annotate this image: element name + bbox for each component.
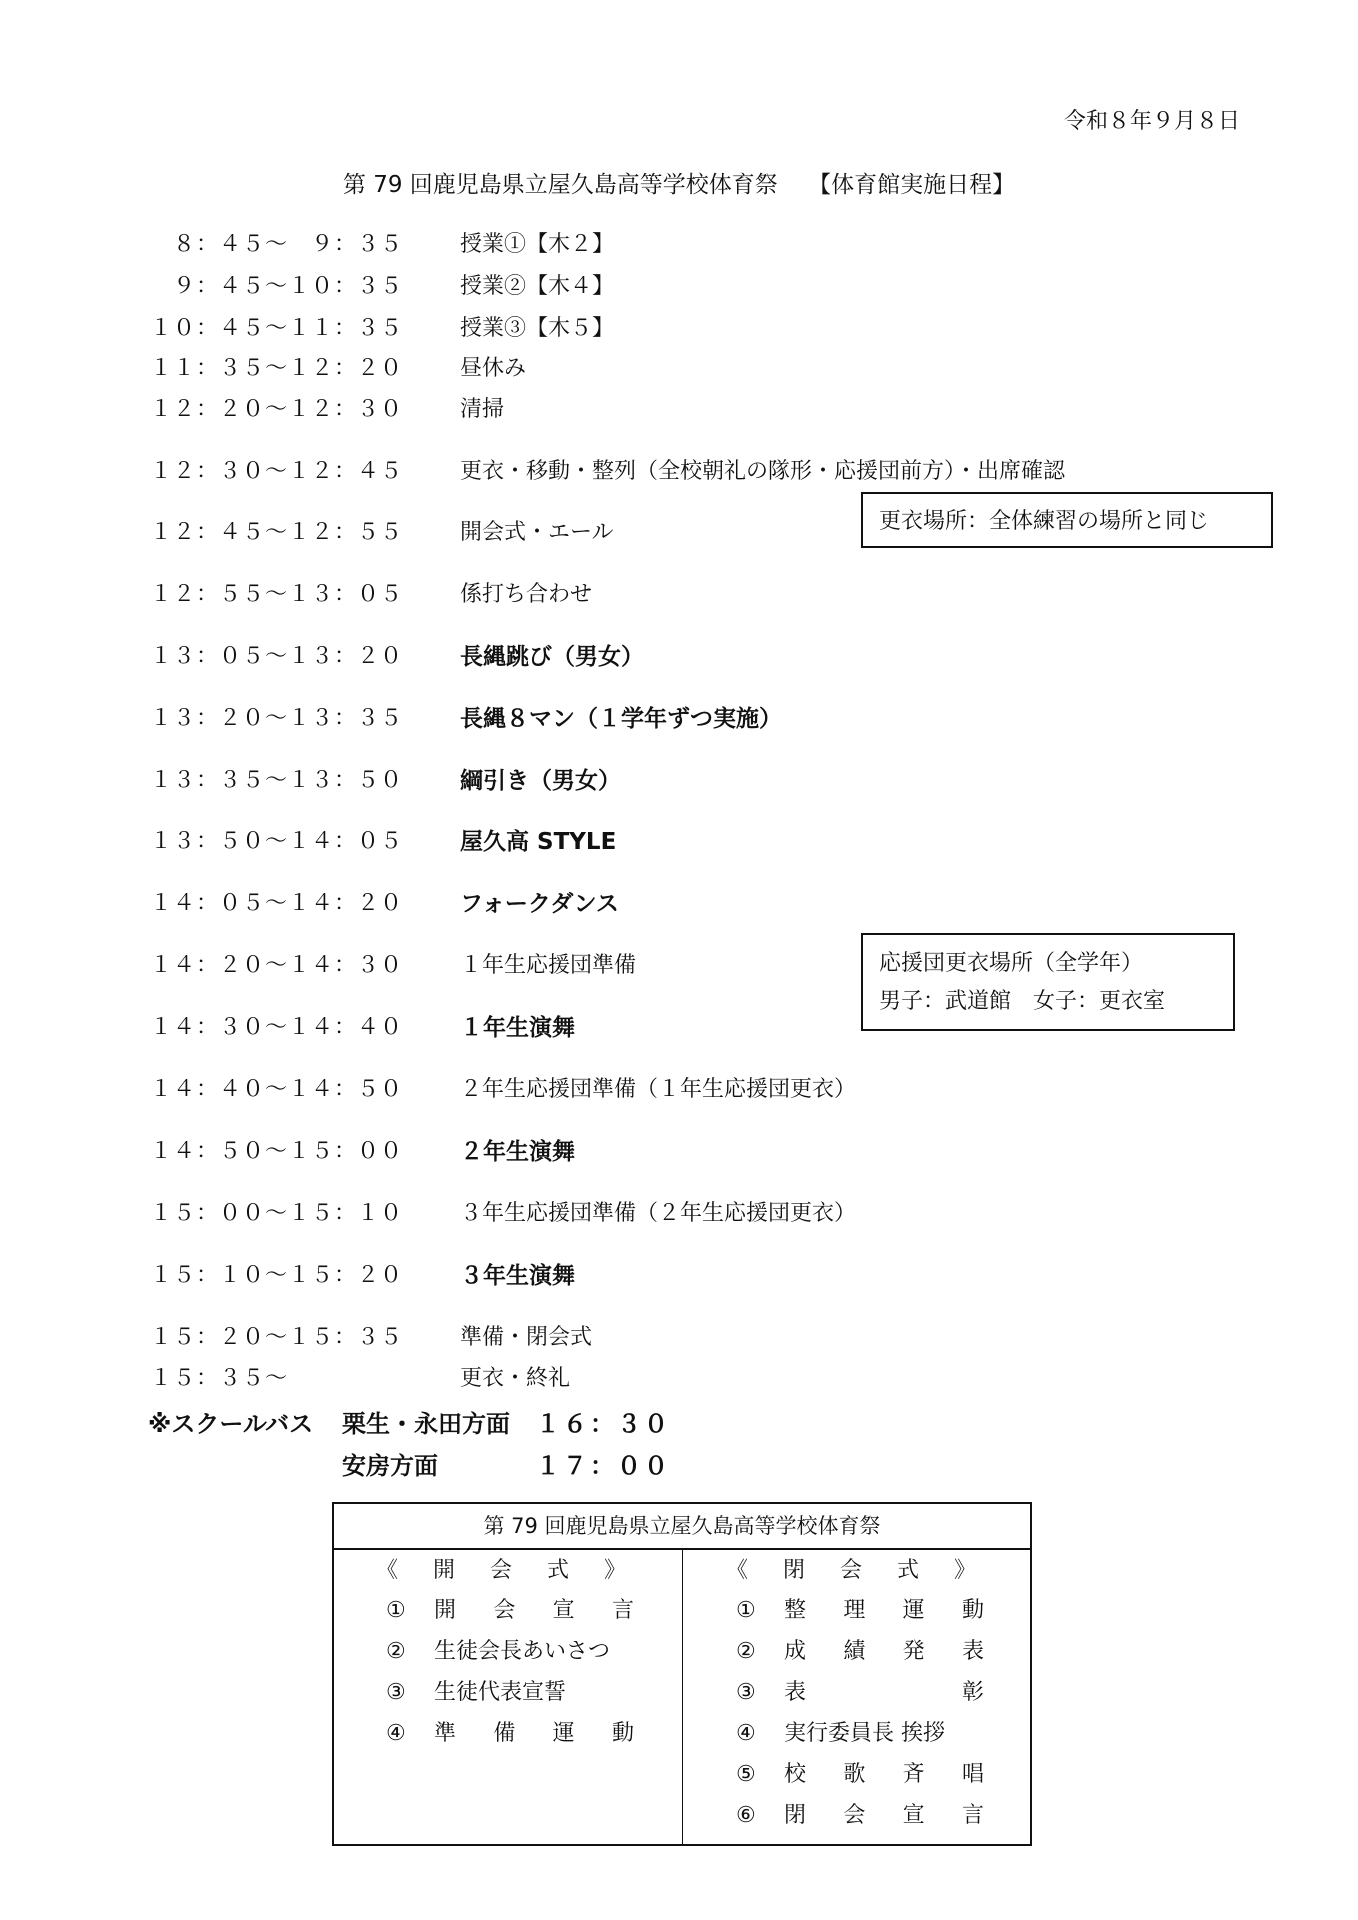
- schedule-row: [150, 702, 782, 736]
- item-number: ④: [386, 1721, 406, 1746]
- bus-route1: 栗生・永田方面: [342, 1410, 510, 1438]
- item-text: 校 歌 斉 唱: [784, 1762, 984, 1787]
- schedule-row: [150, 1073, 857, 1107]
- schedule-time: ９：４５〜１０：３５: [150, 274, 404, 299]
- schedule-row: [150, 228, 615, 262]
- schedule-event: １年生演舞: [460, 1015, 575, 1041]
- item-number: ③: [736, 1680, 756, 1705]
- item-text: 生徒代表宣誓: [434, 1680, 567, 1705]
- bus-time2: １７：００: [536, 1452, 671, 1480]
- item-text: 実行委員長 挨拶: [784, 1721, 945, 1746]
- schedule-row: [150, 455, 1066, 489]
- closing-ceremony-item: [684, 1754, 1032, 1795]
- item-text: 準 備 運 動: [434, 1721, 634, 1746]
- schedule-row: [150, 1197, 857, 1231]
- opening-ceremony-item: [334, 1672, 682, 1713]
- opening-ceremony-column: [334, 1550, 683, 1844]
- schedule-event: 係打ち合わせ: [460, 582, 593, 607]
- item-number: ④: [736, 1721, 756, 1746]
- item-text: 生徒会長あいさつ: [434, 1639, 611, 1664]
- schedule-time: １３：５０〜１４：０５: [150, 829, 404, 854]
- item-text: 整 理 運 動: [784, 1598, 984, 1623]
- schedule-row: [150, 640, 644, 674]
- closing-ceremony-item: [684, 1590, 1032, 1631]
- schedule-row: [150, 312, 615, 346]
- schedule-time: １５：１０〜１５：２０: [150, 1263, 404, 1288]
- item-number: ⑥: [736, 1803, 756, 1828]
- schedule-time: １２：５５〜１３：０５: [150, 582, 404, 607]
- schedule-row: [150, 1321, 593, 1355]
- cheer-changing-note-line2: 男子：武道館 女子：更衣室: [879, 989, 1166, 1014]
- schedule-row: [150, 1362, 571, 1396]
- opening-ceremony-item: [334, 1631, 682, 1672]
- schedule-time: １４：０５〜１４：２０: [150, 891, 404, 916]
- ceremony-table: [332, 1502, 1032, 1846]
- closing-ceremony-item: [684, 1795, 1032, 1836]
- schedule-event: 開会式・エール: [460, 520, 614, 545]
- item-number: ③: [386, 1680, 406, 1705]
- item-number: ②: [736, 1639, 756, 1664]
- schedule-event: 昼休み: [460, 356, 527, 381]
- schedule-event: 準備・閉会式: [460, 1325, 593, 1350]
- schedule-time: １２：４５〜１２：５５: [150, 520, 404, 545]
- schedule-row: [150, 1135, 575, 1169]
- opening-ceremony-item: [334, 1590, 682, 1631]
- schedule-time: １５：２０〜１５：３５: [150, 1325, 404, 1350]
- item-text: 開 会 宣 言: [434, 1598, 634, 1623]
- cheer-changing-note: [861, 933, 1235, 1031]
- schedule-event: 長縄８マン（１学年ずつ実施）: [460, 706, 782, 732]
- cheer-changing-note-line1: 応援団更衣場所（全学年）: [879, 951, 1144, 976]
- closing-ceremony-item: [684, 1631, 1032, 1672]
- schedule-time: １５：００〜１５：１０: [150, 1201, 404, 1226]
- schedule-row: [150, 393, 505, 427]
- schedule-event: 屋久高 STYLE: [460, 829, 617, 855]
- schedule-event: 清掃: [460, 397, 505, 422]
- item-number: ①: [736, 1598, 756, 1623]
- schedule-time: １４：２０〜１４：３０: [150, 953, 404, 978]
- closing-ceremony-column: [684, 1550, 1032, 1844]
- schedule-time: １４：４０〜１４：５０: [150, 1077, 404, 1102]
- schedule-time: １３：３５〜１３：５０: [150, 768, 404, 793]
- document-title: 第 79 回鹿児島県立屋久島高等学校体育祭 【体育館実施日程】: [342, 172, 1016, 198]
- schedule-event: フォークダンス: [460, 891, 619, 917]
- schedule-event: ３年生演舞: [460, 1263, 575, 1289]
- item-text: 表 彰: [784, 1680, 984, 1705]
- schedule-time: １３：２０〜１３：３５: [150, 706, 404, 731]
- schedule-event: 授業②【木４】: [460, 274, 615, 299]
- closing-ceremony-header: 《 閉 会 式 》: [726, 1558, 990, 1583]
- schedule-event: 綱引き（男女）: [460, 768, 621, 794]
- schedule-event: ２年生応援団準備（１年生応援団更衣）: [460, 1077, 857, 1102]
- ceremony-table-title: 第 79 回鹿児島県立屋久島高等学校体育祭: [334, 1504, 1030, 1550]
- schedule-time: １５：３５〜: [150, 1366, 289, 1391]
- schedule-row: [150, 516, 614, 550]
- schedule-row: [150, 949, 637, 983]
- schedule-event: 長縄跳び（男女）: [460, 644, 644, 670]
- opening-ceremony-header: 《 開 会 式 》: [376, 1558, 640, 1583]
- opening-ceremony-item: [334, 1713, 682, 1754]
- schedule-time: １２：２０〜１２：３０: [150, 397, 404, 422]
- bus-time1: １６：３０: [536, 1410, 671, 1438]
- item-number: ①: [386, 1598, 406, 1623]
- schedule-event: 授業③【木５】: [460, 316, 615, 341]
- schedule-event: 授業①【木２】: [460, 232, 615, 257]
- schedule-row: [150, 764, 621, 798]
- changing-place-note: 更衣場所：全体練習の場所と同じ: [861, 492, 1273, 548]
- item-text: 閉 会 宣 言: [784, 1803, 984, 1828]
- schedule-time: １３：０５〜１３：２０: [150, 644, 404, 669]
- schedule-row: [150, 352, 527, 386]
- schedule-event: 更衣・移動・整列（全校朝礼の隊形・応援団前方）・出席確認: [460, 459, 1066, 484]
- bus-label: ※スクールバス: [148, 1410, 314, 1438]
- closing-ceremony-item: [684, 1672, 1032, 1713]
- schedule-row: [150, 1011, 575, 1045]
- schedule-time: １４：３０〜１４：４０: [150, 1015, 404, 1040]
- schedule-time: １０：４５〜１１：３５: [150, 316, 404, 341]
- schedule-row: [150, 578, 593, 612]
- item-number: ⑤: [736, 1762, 756, 1787]
- item-text: 成 績 発 表: [784, 1639, 984, 1664]
- bus-route2: 安房方面: [342, 1452, 438, 1480]
- document-date: 令和８年９月８日: [1063, 109, 1240, 134]
- schedule-row: [150, 887, 619, 921]
- schedule-event: 更衣・終礼: [460, 1366, 571, 1391]
- schedule-event: ２年生演舞: [460, 1139, 575, 1165]
- schedule-time: １１：３５〜１２：２０: [150, 356, 404, 381]
- schedule-time: １４：５０〜１５：００: [150, 1139, 404, 1164]
- closing-ceremony-item: [684, 1713, 1032, 1754]
- item-number: ②: [386, 1639, 406, 1664]
- schedule-time: ８：４５〜 ９：３５: [150, 232, 404, 257]
- schedule-event: ３年生応援団準備（２年生応援団更衣）: [460, 1201, 857, 1226]
- schedule-event: １年生応援団準備: [460, 953, 637, 978]
- schedule-time: １２：３０〜１２：４５: [150, 459, 404, 484]
- schedule-row: [150, 825, 617, 859]
- schedule-row: [150, 270, 615, 304]
- schedule-row: [150, 1259, 575, 1293]
